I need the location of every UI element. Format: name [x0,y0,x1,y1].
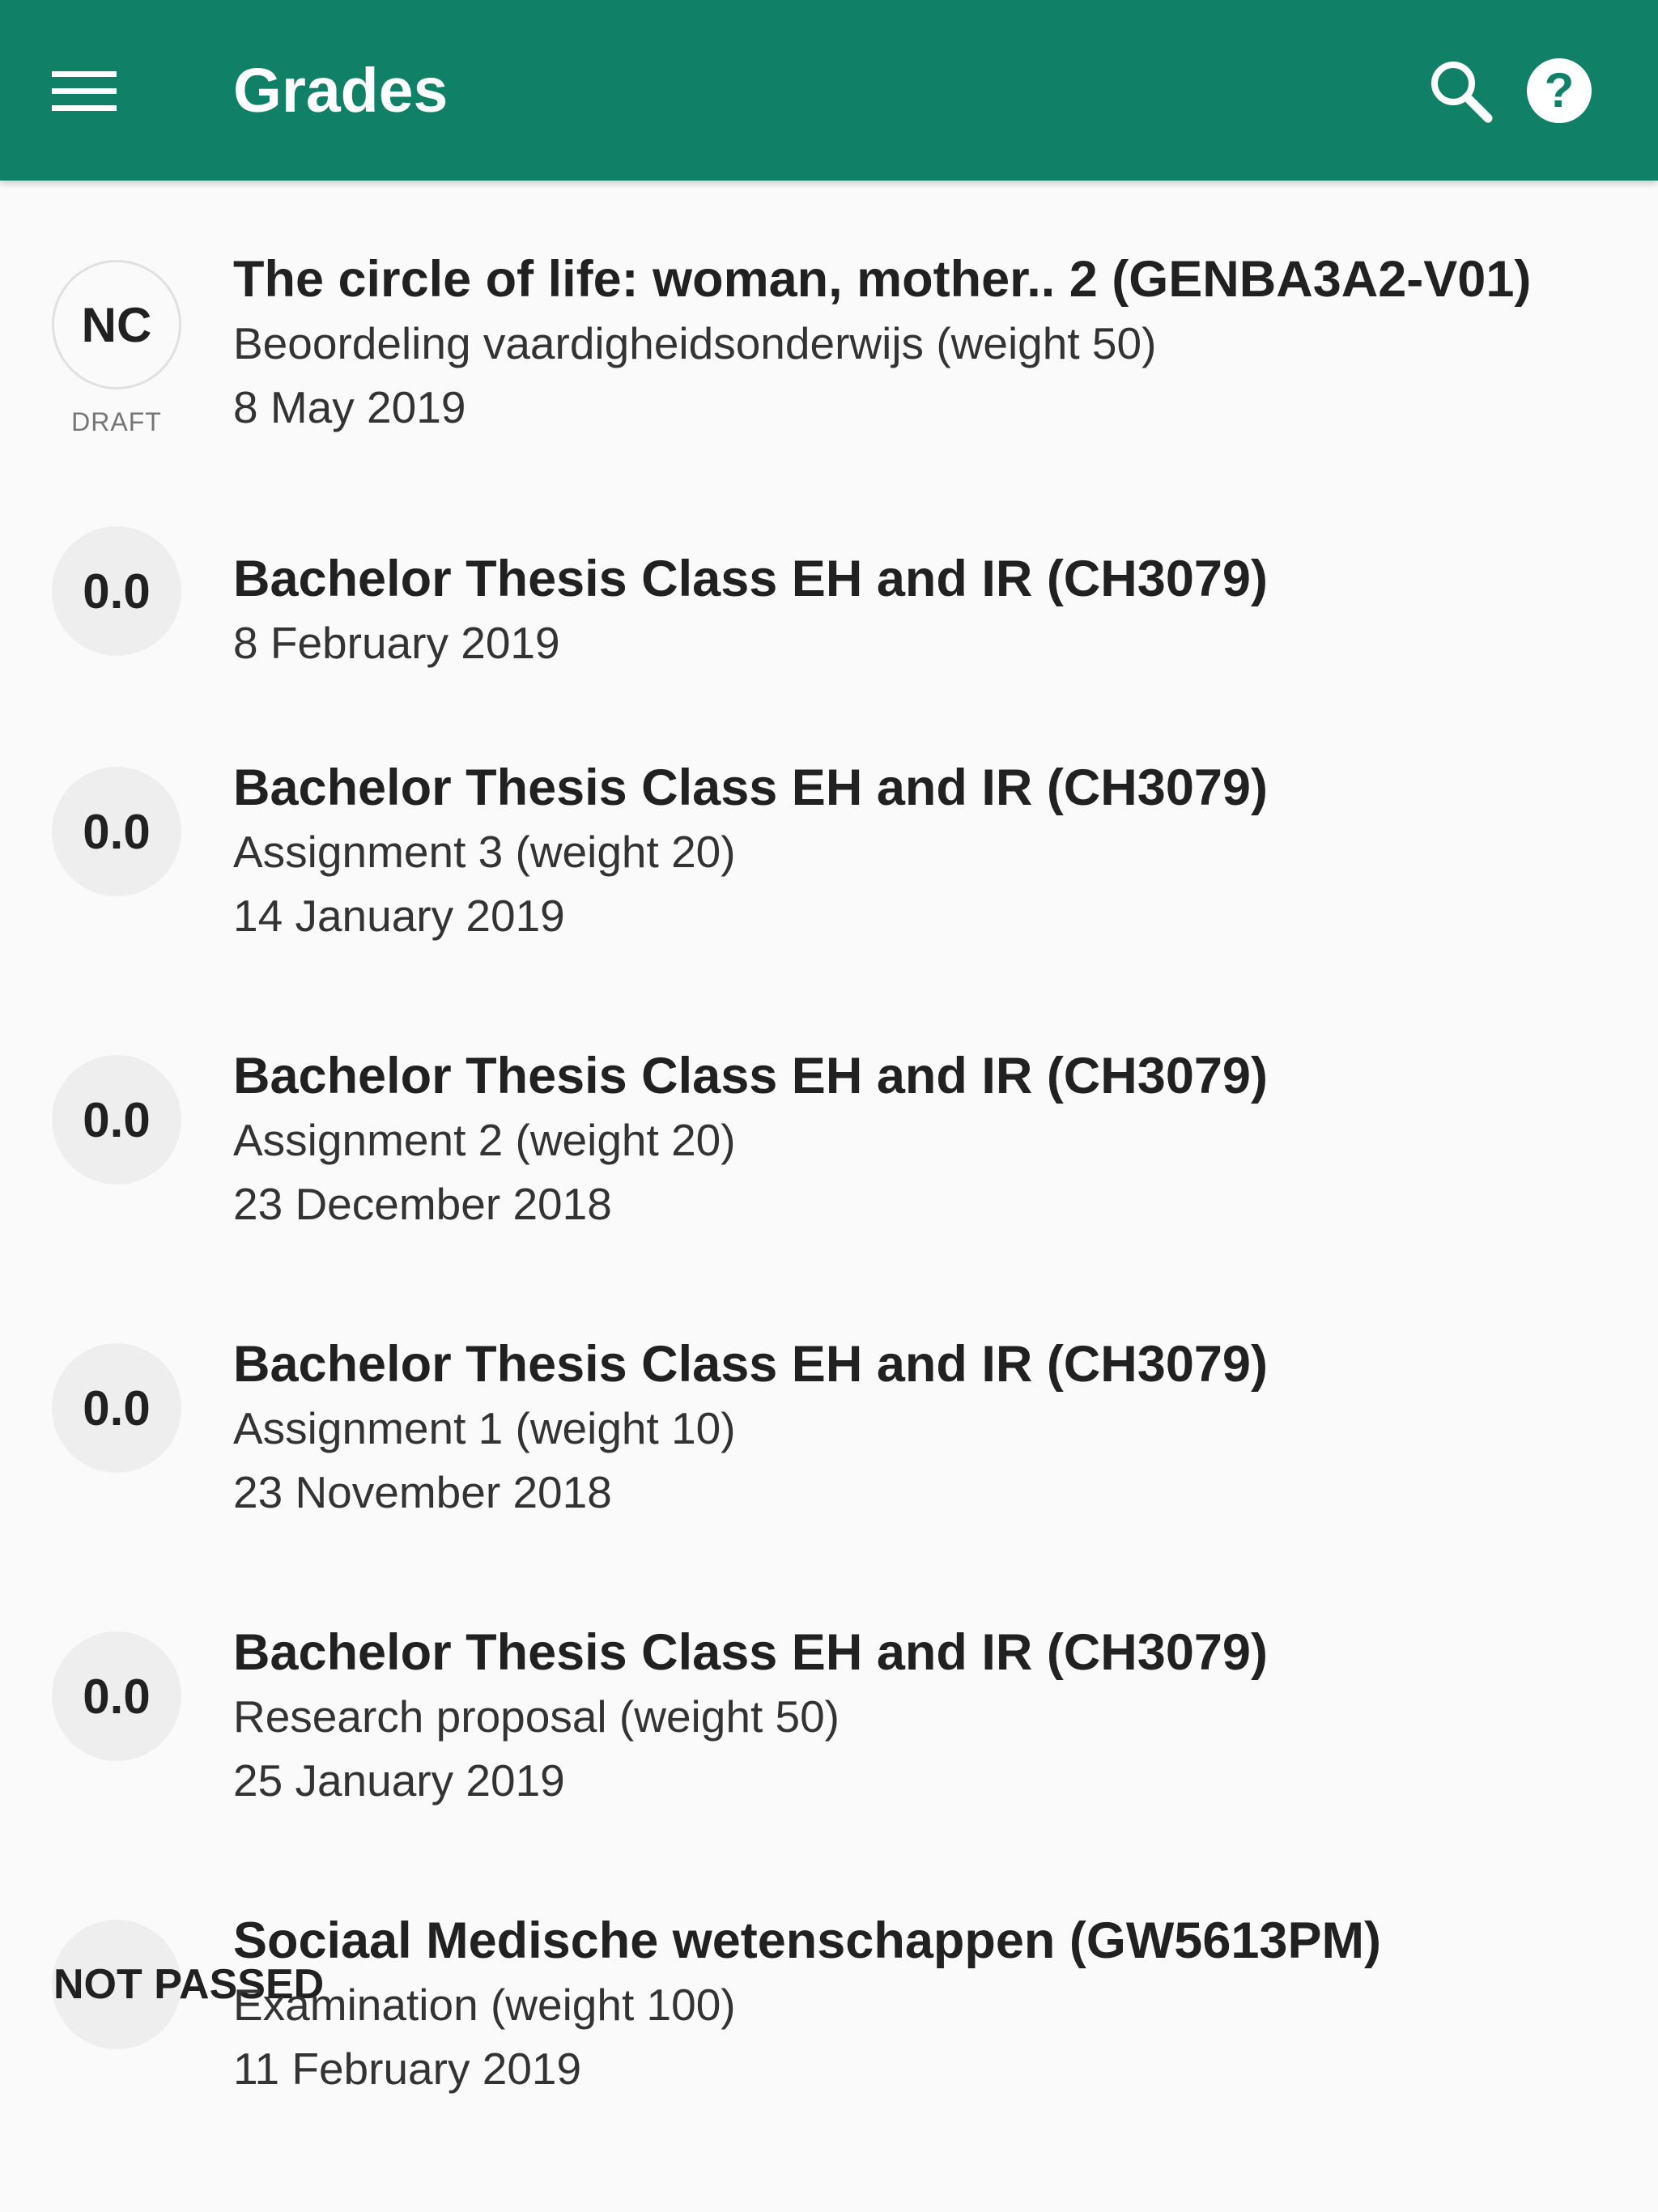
hamburger-menu-icon [52,66,117,115]
assessment-label: Assignment 3 (weight 20) [233,827,736,877]
course-title: Bachelor Thesis Class EH and IR (CH3079) [233,759,1268,816]
assessment-label: Research proposal (weight 50) [233,1691,840,1742]
draft-status-label: DRAFT [71,407,162,436]
grade-list-item[interactable] [0,1870,1658,2158]
grade-list-item[interactable] [0,181,1658,476]
app-bar [0,0,1658,181]
course-title: Bachelor Thesis Class EH and IR (CH3079) [233,551,1268,607]
grade-badge [52,1631,181,1761]
grade-date: 25 January 2019 [233,1755,565,1806]
grade-value: 0.0 [83,804,151,859]
course-title: Bachelor Thesis Class EH and IR (CH3079) [233,1336,1268,1393]
grade-date: 8 February 2019 [233,618,560,668]
grade-badge [52,1343,181,1473]
grade-date: 23 December 2018 [233,1179,612,1229]
grade-text [233,1908,1626,2101]
grade-date: 8 May 2019 [233,382,466,432]
assessment-label: Assignment 2 (weight 20) [233,1115,736,1165]
grade-value: NOT PASSED [53,1961,325,2008]
assessment-label: Assignment 1 (weight 10) [233,1403,736,1453]
menu-button[interactable] [31,47,138,134]
course-title: Sociaal Medische wetenschappen (GW5613PM) [233,1912,1381,1969]
grade-list-item[interactable] [0,717,1658,1005]
grade-list-item[interactable] [0,1293,1658,1581]
grade-text [233,247,1626,440]
grade-badge [52,526,181,656]
assessment-label: Beoordeling vaardigheidsonderwijs (weight 50) [233,318,1157,368]
grade-date: 23 November 2018 [233,1467,612,1517]
grade-list-item[interactable] [0,1581,1658,1870]
search-button[interactable] [1415,45,1506,136]
grade-list-item[interactable] [0,476,1658,717]
course-title: Bachelor Thesis Class EH and IR (CH3079) [233,1624,1268,1681]
grade-date: 11 February 2019 [233,2044,582,2094]
page-title: Grades [233,56,449,125]
grade-text [233,547,1626,675]
grade-value: 0.0 [83,1092,151,1147]
grade-value: 0.0 [83,564,151,619]
grade-badge [52,1920,325,2049]
course-title: Bachelor Thesis Class EH and IR (CH3079) [233,1048,1268,1104]
grade-text [233,1044,1626,1236]
grade-text [233,1332,1626,1525]
grade-badge [52,260,181,389]
grades-list [0,181,1658,2158]
help-circle-icon [1525,57,1593,125]
grade-value: 0.0 [83,1380,151,1436]
grade-text [233,755,1626,948]
assessment-label: Examination (weight 100) [233,1980,736,2030]
search-icon [1426,57,1494,125]
grade-badge [52,1055,181,1185]
course-title: The circle of life: woman, mother.. 2 (GENBA3A2-V01) [233,251,1532,308]
grade-value: NC [81,297,152,352]
grade-value: 0.0 [83,1669,151,1724]
help-button[interactable] [1514,45,1605,136]
grade-date: 14 January 2019 [233,891,565,941]
grade-list-item[interactable] [0,1005,1658,1293]
svg-text:?: ? [1544,63,1575,117]
grade-text [233,1620,1626,1813]
grade-badge [52,767,181,896]
